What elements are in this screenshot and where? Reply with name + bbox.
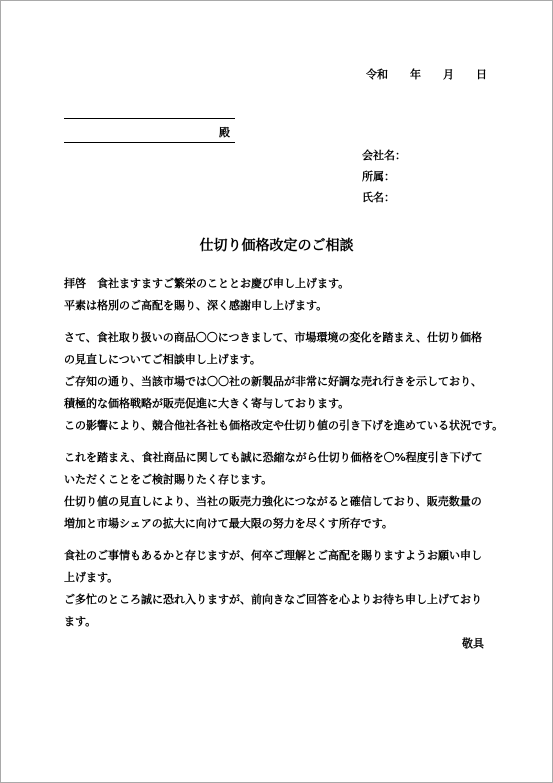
body-line: 上げます。 [64, 571, 119, 584]
body-line: これを踏まえ、食社商品に関しても誠に恐縮ながら仕切り価格を〇%程度引き下げて [64, 451, 483, 464]
body-line: いただくことをご検討賜りたく存じます。 [64, 473, 273, 486]
body-line: 増加と市場シェアの拡大に向けて最大限の努力を尽くす所存です。 [64, 517, 393, 530]
body-line: ご多忙のところ誠に恐れ入りますが、前向きなご回答を心よりお待ち申し上げており [64, 593, 482, 606]
body-line: 食社のご事情もあるかと存じますが、何卒ご理解とご高配を賜りますようお願い申し [64, 549, 482, 562]
recipient-honorific: 殿 [219, 126, 230, 139]
date-line: 令和 年 月 日 [366, 68, 487, 81]
person-name-label: 氏名： [362, 191, 395, 204]
body-line: の見直しについてご相談申し上げます。 [64, 353, 261, 366]
body-line: ご存知の通り、当該市場では〇〇社の新製品が非常に好調な売れ行きを示しており、 [64, 375, 482, 388]
body-line: ます。 [64, 615, 97, 628]
sender-block [362, 149, 406, 212]
body-line: 積極的な価格戦略が販売促進に大きく寄与しております。 [64, 397, 350, 410]
department-label: 所属： [362, 170, 395, 183]
paragraph-request [64, 451, 494, 539]
company-name-label: 会社名： [362, 149, 406, 162]
paragraph-context [64, 331, 504, 441]
paragraph-greeting [64, 277, 494, 321]
closing-phrase: 敬具 [462, 637, 484, 650]
recipient-block [64, 118, 235, 143]
body-line: この影響により、競合他社各社も価格改定や仕切り値の引き下げを進めている状況です。 [64, 419, 504, 432]
body-line: 平素は格別のご高配を賜り、深く感謝申し上げます。 [64, 299, 328, 312]
body-line: 拝啓 食社ますますご繁栄のこととお慶び申し上げます。 [64, 277, 350, 290]
body-line: さて、食社取り扱いの商品〇〇につきまして、市場環境の変化を踏まえ、仕切り価格 [64, 331, 482, 344]
paragraph-closing-remarks [64, 549, 494, 637]
document-title: 仕切り価格改定のご相談 [199, 238, 354, 254]
letter-body [64, 277, 504, 659]
body-line: 仕切り値の見直しにより、当社の販売力強化につながると確信しており、販売数量の [64, 495, 482, 508]
